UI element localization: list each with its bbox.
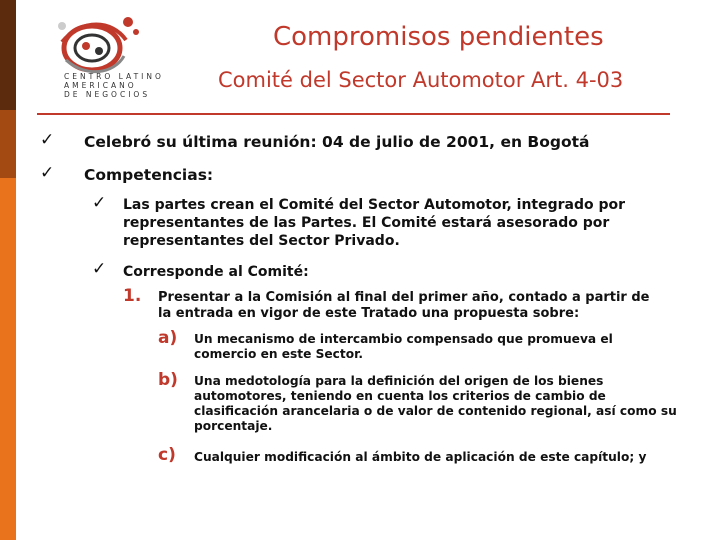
item-c-marker: c) [158,445,176,465]
logo-text: CENTRO LATINO AMERICANO DE NEGOCIOS [64,72,164,99]
item-1-marker: 1. [123,286,142,306]
item-a-marker: a) [158,328,178,348]
item-c-text: Cualquier modificación al ámbito de aplicación de este capítulo; y [194,450,647,464]
sidebar-stripe-light [0,178,16,540]
check-icon: ✓ [40,163,55,183]
check-icon: ✓ [40,130,55,150]
slide-title: Compromisos pendientes [273,22,604,52]
title-divider [37,113,670,115]
bullet-competencias: Competencias: [84,166,214,184]
check-icon: ✓ [92,259,107,279]
check-icon: ✓ [92,193,107,213]
bullet-last-meeting: Celebró su última reunión: 04 de julio de 2001, en Bogotá [84,133,590,151]
sidebar-stripe-mid [0,110,16,178]
item-a-text: Un mecanismo de intercambio compensado que promueva el comercio en este Sector. [194,332,613,361]
sub-bullet-corresponde: Corresponde al Comité: [123,264,309,280]
slide-subtitle: Comité del Sector Automotor Art. 4-03 [218,68,624,92]
item-b-text: Una medotología para la definición del origen de los bienes automotores, teniendo en cuenta los criterios de cambio de clasificación arancelaria o de valor de contenido regional, así como su porcentaje. [194,374,677,433]
item-b-marker: b) [158,370,178,390]
sub-bullet-committee: Las partes crean el Comité del Sector Automotor, integrado por representantes de las Partes. El Comité estará asesorado por representantes del Sector Privado. [123,197,626,249]
sidebar-stripe-dark [0,0,16,110]
item-1-text: Presentar a la Comisión al final del primer año, contado a partir de la entrada en vigor de este Tratado una propuesta sobre: [158,290,650,321]
